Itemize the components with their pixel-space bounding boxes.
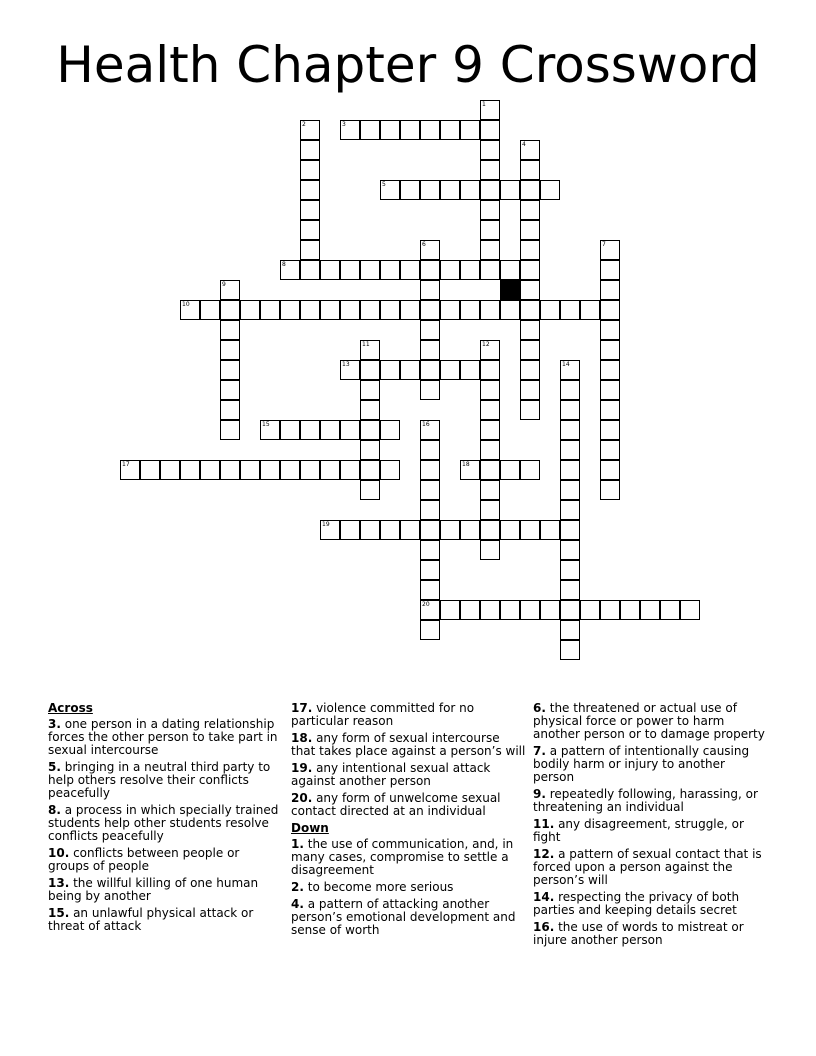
grid-cell[interactable] [380, 460, 400, 480]
grid-cell[interactable] [600, 600, 620, 620]
clue-number-label: 16. [533, 920, 555, 934]
grid-cell[interactable] [340, 520, 360, 540]
grid-cell[interactable] [460, 180, 480, 200]
black-cell [500, 280, 520, 300]
grid-cell[interactable] [420, 280, 440, 300]
grid-cell[interactable] [300, 160, 320, 180]
grid-cell[interactable] [420, 480, 440, 500]
clue-number-label: 19. [291, 761, 313, 775]
clue-number: 20 [422, 601, 430, 608]
grid-cell[interactable] [440, 120, 460, 140]
clue-number: 17 [122, 461, 130, 468]
grid-cell[interactable] [480, 480, 500, 500]
grid-cell[interactable] [480, 160, 500, 180]
grid-cell[interactable] [580, 300, 600, 320]
down-heading: Down [291, 821, 329, 835]
clue-item [48, 718, 284, 757]
grid-cell[interactable] [480, 240, 500, 260]
grid-cell[interactable] [160, 460, 180, 480]
grid-cell[interactable] [360, 420, 380, 440]
grid-cell[interactable] [480, 180, 500, 200]
clue-number: 11 [362, 341, 370, 348]
grid-cell[interactable] [560, 460, 580, 480]
grid-cell[interactable] [400, 300, 420, 320]
grid-cell[interactable] [300, 300, 320, 320]
clue-number-label: 13. [48, 876, 70, 890]
clue-number: 10 [182, 301, 190, 308]
grid-cell[interactable] [460, 300, 480, 320]
grid-cell[interactable] [500, 520, 520, 540]
grid-cell[interactable] [340, 420, 360, 440]
grid-cell[interactable] [600, 460, 620, 480]
grid-cell[interactable] [560, 480, 580, 500]
grid-cell[interactable] [220, 420, 240, 440]
grid-cell[interactable] [680, 600, 700, 620]
grid-cell[interactable] [220, 380, 240, 400]
clue-number: 5 [382, 181, 386, 188]
grid-cell[interactable] [520, 340, 540, 360]
grid-cell[interactable] [460, 120, 480, 140]
grid-cell[interactable] [420, 180, 440, 200]
across-heading: Across [48, 701, 93, 715]
grid-cell[interactable] [560, 580, 580, 600]
grid-cell[interactable] [500, 460, 520, 480]
grid-cell[interactable] [440, 520, 460, 540]
clue-text: to become more serious [303, 880, 454, 894]
grid-cell[interactable] [340, 460, 360, 480]
clue-number: 6 [422, 241, 426, 248]
grid-cell[interactable] [360, 120, 380, 140]
grid-cell[interactable] [600, 360, 620, 380]
clue-item [48, 907, 284, 933]
grid-cell[interactable] [600, 240, 620, 260]
clue-item [533, 921, 768, 947]
grid-cell[interactable] [220, 400, 240, 420]
grid-cell[interactable] [520, 240, 540, 260]
grid-cell[interactable] [480, 540, 500, 560]
grid-cell[interactable] [480, 500, 500, 520]
grid-cell[interactable] [360, 360, 380, 380]
grid-cell[interactable] [560, 560, 580, 580]
clue-number-label: 1. [291, 837, 304, 851]
grid-cell[interactable] [220, 300, 240, 320]
grid-cell[interactable] [540, 180, 560, 200]
grid-cell[interactable] [400, 360, 420, 380]
clue-number-label: 11. [533, 817, 555, 831]
grid-cell[interactable] [280, 420, 300, 440]
grid-cell[interactable] [520, 320, 540, 340]
grid-cell[interactable] [500, 600, 520, 620]
clue-number-label: 6. [533, 701, 546, 715]
grid-cell[interactable] [300, 180, 320, 200]
clue-text: a process in which specially trained students help other students resolve conflicts peacefully [48, 803, 279, 843]
clue-item [291, 702, 527, 728]
grid-cell[interactable] [460, 460, 480, 480]
grid-cell[interactable] [480, 340, 500, 360]
grid-cell[interactable] [480, 220, 500, 240]
clue-text: respecting the privacy of both parties and keeping details secret [533, 890, 740, 917]
grid-cell[interactable] [380, 360, 400, 380]
grid-cell[interactable] [340, 360, 360, 380]
grid-cell[interactable] [480, 460, 500, 480]
grid-cell[interactable] [420, 560, 440, 580]
grid-cell[interactable] [420, 360, 440, 380]
grid-cell[interactable] [400, 120, 420, 140]
grid-cell[interactable] [360, 340, 380, 360]
grid-cell[interactable] [520, 400, 540, 420]
grid-cell[interactable] [540, 520, 560, 540]
grid-cell[interactable] [440, 180, 460, 200]
grid-cell[interactable] [640, 600, 660, 620]
grid-cell[interactable] [600, 300, 620, 320]
grid-cell[interactable] [600, 440, 620, 460]
clue-text: the use of words to mistreat or injure another person [533, 920, 744, 947]
grid-cell[interactable] [560, 640, 580, 660]
clue-item [48, 877, 284, 903]
clue-item [291, 881, 527, 894]
grid-cell[interactable] [480, 600, 500, 620]
clue-text: a pattern of attacking another person’s emotional development and sense of worth [291, 897, 516, 937]
grid-cell[interactable] [520, 180, 540, 200]
clue-number-label: 12. [533, 847, 555, 861]
clue-number-label: 3. [48, 717, 61, 731]
clue-text: conflicts between people or groups of people [48, 846, 240, 873]
grid-cell[interactable] [380, 420, 400, 440]
clue-number-label: 8. [48, 803, 61, 817]
grid-cell[interactable] [400, 260, 420, 280]
grid-cell[interactable] [380, 120, 400, 140]
grid-cell[interactable] [300, 120, 320, 140]
grid-cell[interactable] [500, 180, 520, 200]
grid-cell[interactable] [360, 460, 380, 480]
grid-cell[interactable] [480, 260, 500, 280]
grid-cell[interactable] [300, 420, 320, 440]
clue-item [291, 762, 527, 788]
grid-cell[interactable] [220, 460, 240, 480]
grid-cell[interactable] [360, 440, 380, 460]
grid-cell[interactable] [260, 460, 280, 480]
clue-number: 7 [602, 241, 606, 248]
grid-cell[interactable] [460, 260, 480, 280]
grid-cell[interactable] [300, 220, 320, 240]
clue-text: one person in a dating relationship forces the other person to take part in sexual intercourse [48, 717, 278, 757]
clue-item [533, 788, 768, 814]
clue-item [533, 745, 768, 784]
grid-cell[interactable] [380, 300, 400, 320]
grid-cell[interactable] [140, 460, 160, 480]
clue-item [48, 804, 284, 843]
grid-cell[interactable] [520, 300, 540, 320]
grid-cell[interactable] [520, 460, 540, 480]
grid-cell[interactable] [520, 200, 540, 220]
grid-cell[interactable] [480, 400, 500, 420]
clue-number: 18 [462, 461, 470, 468]
clue-text: violence committed for no particular reason [291, 701, 475, 728]
clues-column-1 [48, 702, 284, 937]
grid-cell[interactable] [280, 260, 300, 280]
clue-text: the threatened or actual use of physical force or power to harm another person or to damage property [533, 701, 765, 741]
page-title: Health Chapter 9 Crossword [56, 36, 760, 94]
grid-cell[interactable] [320, 520, 340, 540]
grid-cell[interactable] [560, 360, 580, 380]
clue-number-label: 17. [291, 701, 313, 715]
grid-cell[interactable] [600, 280, 620, 300]
grid-cell[interactable] [560, 600, 580, 620]
grid-cell[interactable] [540, 300, 560, 320]
grid-cell[interactable] [520, 280, 540, 300]
clue-number: 1 [482, 101, 486, 108]
clue-number: 12 [482, 341, 490, 348]
clue-number-label: 5. [48, 760, 61, 774]
grid-cell[interactable] [420, 260, 440, 280]
clue-number-label: 4. [291, 897, 304, 911]
clue-text: a pattern of intentionally causing bodily harm or injury to another person [533, 744, 750, 784]
clue-item [291, 732, 527, 758]
grid-cell[interactable] [300, 240, 320, 260]
clue-number-label: 14. [533, 890, 555, 904]
grid-cell[interactable] [420, 420, 440, 440]
grid-cell[interactable] [440, 600, 460, 620]
grid-cell[interactable] [560, 380, 580, 400]
clue-number: 16 [422, 421, 430, 428]
grid-cell[interactable] [600, 260, 620, 280]
grid-cell[interactable] [200, 300, 220, 320]
clue-number-label: 18. [291, 731, 313, 745]
grid-cell[interactable] [560, 620, 580, 640]
clue-number: 4 [522, 141, 526, 148]
grid-cell[interactable] [220, 340, 240, 360]
grid-cell[interactable] [380, 520, 400, 540]
grid-cell[interactable] [420, 460, 440, 480]
grid-cell[interactable] [520, 220, 540, 240]
grid-cell[interactable] [320, 260, 340, 280]
clue-item [48, 847, 284, 873]
grid-cell[interactable] [560, 400, 580, 420]
grid-cell[interactable] [300, 140, 320, 160]
clue-number-label: 2. [291, 880, 304, 894]
grid-cell[interactable] [300, 200, 320, 220]
grid-cell[interactable] [340, 300, 360, 320]
grid-cell[interactable] [420, 120, 440, 140]
clue-item [291, 792, 527, 818]
grid-cell[interactable] [320, 300, 340, 320]
grid-cell[interactable] [260, 420, 280, 440]
grid-cell[interactable] [300, 260, 320, 280]
grid-cell[interactable] [480, 440, 500, 460]
grid-cell[interactable] [380, 180, 400, 200]
grid-cell[interactable] [520, 140, 540, 160]
grid-cell[interactable] [420, 240, 440, 260]
grid-cell[interactable] [420, 540, 440, 560]
clues-column-3 [533, 702, 768, 951]
grid-cell[interactable] [440, 300, 460, 320]
clues-column-2 [291, 702, 527, 941]
grid-cell[interactable] [280, 300, 300, 320]
grid-cell[interactable] [300, 460, 320, 480]
clue-number-label: 10. [48, 846, 70, 860]
clue-number: 15 [262, 421, 270, 428]
clue-text: any disagreement, struggle, or fight [533, 817, 744, 844]
grid-cell[interactable] [320, 420, 340, 440]
clue-item [291, 838, 527, 877]
clue-number: 2 [302, 121, 306, 128]
grid-cell[interactable] [420, 580, 440, 600]
grid-cell[interactable] [500, 300, 520, 320]
grid-cell[interactable] [420, 500, 440, 520]
grid-cell[interactable] [340, 120, 360, 140]
grid-cell[interactable] [180, 460, 200, 480]
clue-number-label: 7. [533, 744, 546, 758]
clue-item [533, 891, 768, 917]
clue-text: the use of communication, and, in many cases, compromise to settle a disagreement [291, 837, 514, 877]
grid-cell[interactable] [340, 260, 360, 280]
grid-cell[interactable] [420, 520, 440, 540]
grid-cell[interactable] [120, 460, 140, 480]
clue-number-label: 15. [48, 906, 70, 920]
grid-cell[interactable] [460, 600, 480, 620]
grid-cell[interactable] [200, 460, 220, 480]
grid-cell[interactable] [560, 500, 580, 520]
grid-cell[interactable] [520, 600, 540, 620]
grid-cell[interactable] [460, 520, 480, 540]
clue-text: any form of sexual intercourse that takes place against a person’s will [291, 731, 526, 758]
grid-cell[interactable] [240, 300, 260, 320]
grid-cell[interactable] [600, 320, 620, 340]
clue-number: 3 [342, 121, 346, 128]
clue-item [291, 898, 527, 937]
clue-number: 19 [322, 521, 330, 528]
grid-cell[interactable] [480, 420, 500, 440]
clue-item [533, 702, 768, 741]
grid-cell[interactable] [520, 360, 540, 380]
grid-cell[interactable] [360, 480, 380, 500]
clue-number: 9 [222, 281, 226, 288]
grid-cell[interactable] [580, 600, 600, 620]
grid-cell[interactable] [480, 380, 500, 400]
clue-number: 8 [282, 261, 286, 268]
grid-cell[interactable] [560, 520, 580, 540]
grid-cell[interactable] [220, 280, 240, 300]
grid-cell[interactable] [480, 140, 500, 160]
grid-cell[interactable] [540, 600, 560, 620]
clue-item [533, 848, 768, 887]
clue-number-label: 9. [533, 787, 546, 801]
grid-cell[interactable] [600, 340, 620, 360]
grid-cell[interactable] [480, 520, 500, 540]
grid-cell[interactable] [280, 460, 300, 480]
clue-text: an unlawful physical attack or threat of attack [48, 906, 254, 933]
grid-cell[interactable] [520, 260, 540, 280]
grid-cell[interactable] [520, 380, 540, 400]
grid-cell[interactable] [420, 340, 440, 360]
clue-number: 13 [342, 361, 350, 368]
clue-text: a pattern of sexual contact that is forced upon a person against the person’s will [533, 847, 762, 887]
grid-cell[interactable] [480, 300, 500, 320]
grid-cell[interactable] [320, 460, 340, 480]
grid-cell[interactable] [560, 540, 580, 560]
clue-text: the willful killing of one human being by another [48, 876, 259, 903]
grid-cell[interactable] [220, 360, 240, 380]
clue-item [48, 761, 284, 800]
grid-cell[interactable] [400, 180, 420, 200]
grid-cell[interactable] [500, 260, 520, 280]
grid-cell[interactable] [480, 120, 500, 140]
grid-cell[interactable] [520, 160, 540, 180]
clue-item [533, 818, 768, 844]
grid-cell[interactable] [420, 600, 440, 620]
grid-cell[interactable] [240, 460, 260, 480]
clue-number-label: 20. [291, 791, 313, 805]
grid-cell[interactable] [380, 260, 400, 280]
grid-cell[interactable] [620, 600, 640, 620]
grid-cell[interactable] [360, 300, 380, 320]
clue-number: 14 [562, 361, 570, 368]
grid-cell[interactable] [420, 300, 440, 320]
grid-cell[interactable] [440, 360, 460, 380]
grid-cell[interactable] [660, 600, 680, 620]
grid-cell[interactable] [600, 380, 620, 400]
grid-cell[interactable] [600, 480, 620, 500]
clue-text: repeatedly following, harassing, or threatening an individual [533, 787, 758, 814]
grid-cell[interactable] [600, 420, 620, 440]
grid-cell[interactable] [460, 360, 480, 380]
grid-cell[interactable] [260, 300, 280, 320]
grid-cell[interactable] [180, 300, 200, 320]
grid-cell[interactable] [360, 400, 380, 420]
grid-cell[interactable] [480, 200, 500, 220]
grid-cell[interactable] [560, 300, 580, 320]
grid-cell[interactable] [420, 620, 440, 640]
grid-cell[interactable] [480, 360, 500, 380]
grid-cell[interactable] [420, 320, 440, 340]
grid-cell[interactable] [440, 260, 460, 280]
grid-cell[interactable] [400, 520, 420, 540]
grid-cell[interactable] [600, 400, 620, 420]
grid-cell[interactable] [360, 520, 380, 540]
grid-cell[interactable] [560, 420, 580, 440]
grid-cell[interactable] [420, 380, 440, 400]
grid-cell[interactable] [360, 380, 380, 400]
grid-cell[interactable] [480, 100, 500, 120]
grid-cell[interactable] [420, 440, 440, 460]
clue-text: any intentional sexual attack against another person [291, 761, 491, 788]
grid-cell[interactable] [360, 260, 380, 280]
grid-cell[interactable] [520, 520, 540, 540]
grid-cell[interactable] [560, 440, 580, 460]
grid-cell[interactable] [220, 320, 240, 340]
clue-text: bringing in a neutral third party to help others resolve their conflicts peacefully [48, 760, 271, 800]
clue-text: any form of unwelcome sexual contact directed at an individual [291, 791, 501, 818]
